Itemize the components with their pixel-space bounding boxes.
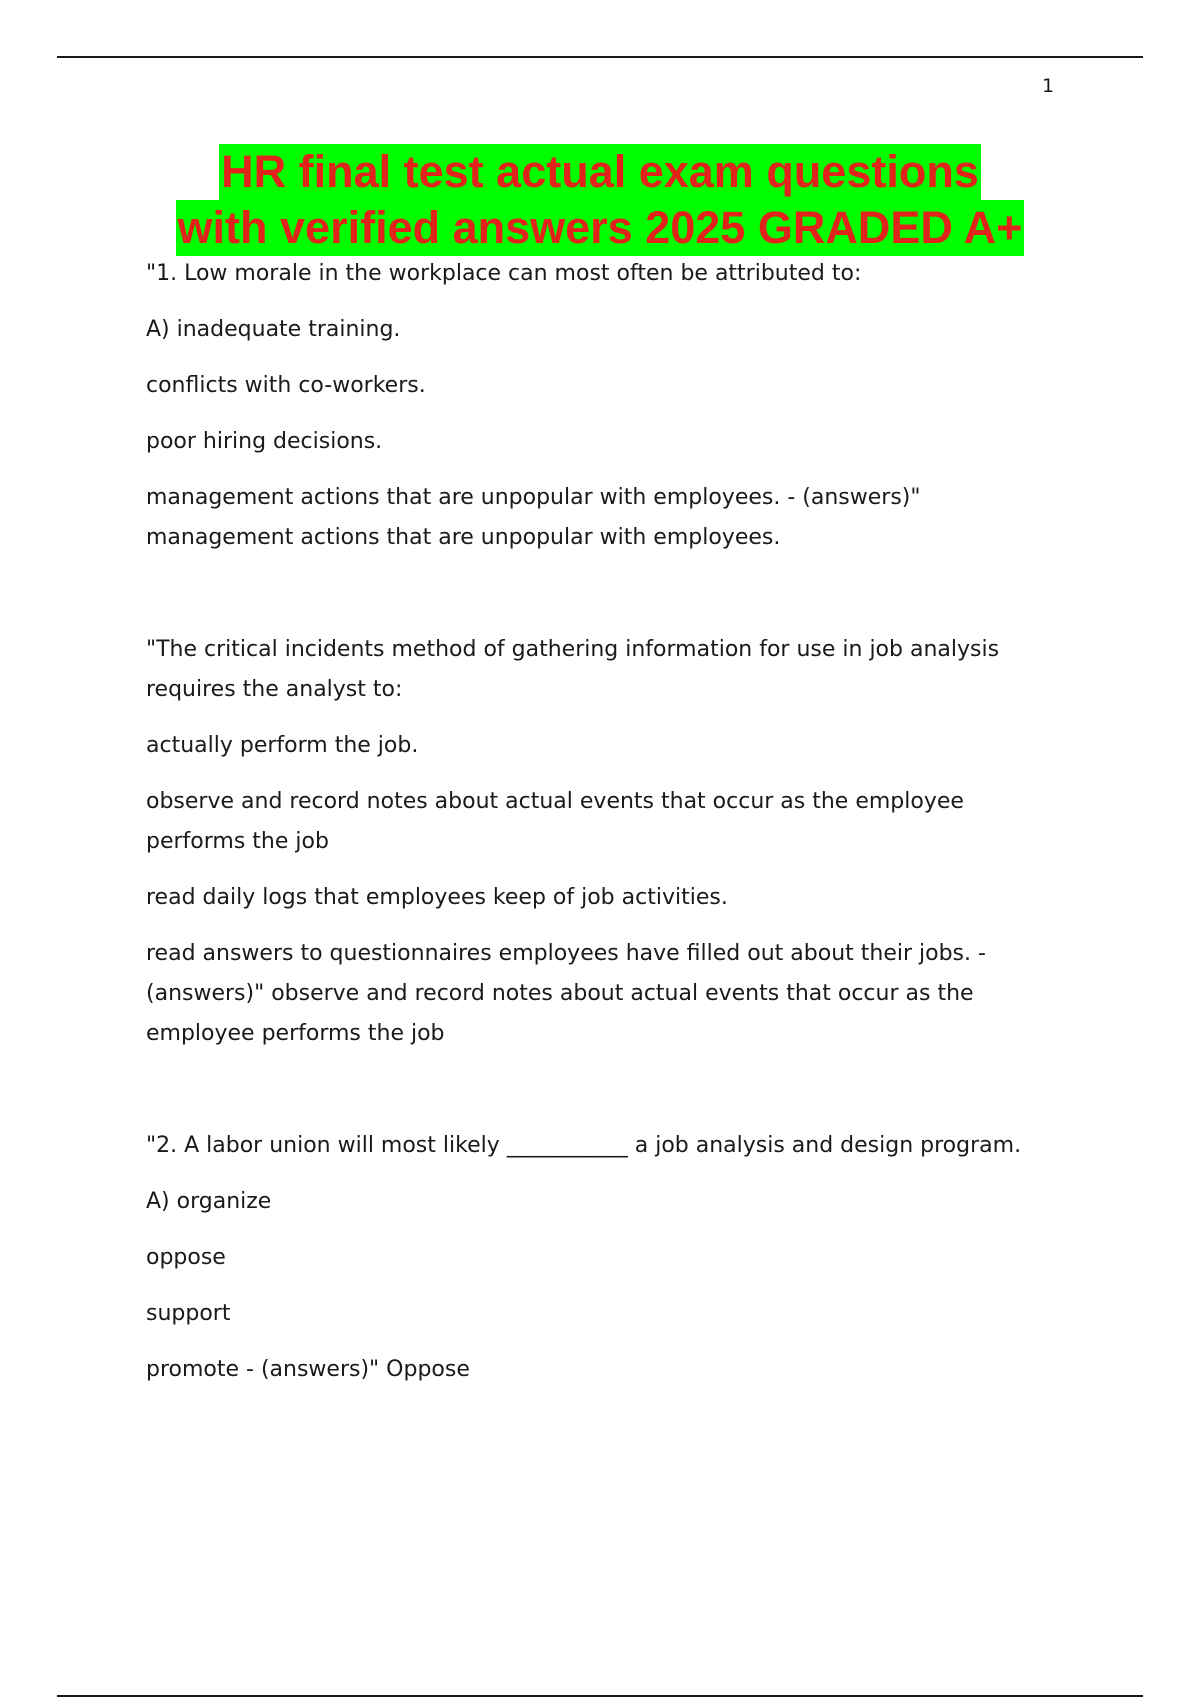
answer-option: A) organize <box>146 1189 272 1214</box>
answer-option: read daily logs that employees keep of job activities. <box>146 885 728 910</box>
question-text: "1. Low morale in the workplace can most often be attributed to: <box>146 261 862 286</box>
question-block-3 <box>146 1126 1046 1390</box>
question-spacer <box>146 1070 1046 1126</box>
answer-option: support <box>146 1301 231 1326</box>
question-block-2 <box>146 630 1046 1054</box>
question-text: "The critical incidents method of gathering information for use in job analysis requires the analyst to: <box>146 637 1000 702</box>
question-text: "2. A labor union will most likely ___________ a job analysis and design program. <box>146 1133 1022 1158</box>
title-line-2: with verified answers 2025 GRADED A+ <box>176 200 1025 256</box>
header-rule <box>57 56 1143 58</box>
answer-option-with-answer: read answers to questionnaires employees have filled out about their jobs. - (answers)" observe and record notes about actual events that occur as the employee performs the job <box>146 941 986 1046</box>
answer-option-with-answer: promote - (answers)" Oppose <box>146 1357 470 1382</box>
answer-option-with-answer: management actions that are unpopular with employees. - (answers)" management actions that are unpopular with employees. <box>146 485 921 550</box>
answer-option: conflicts with co-workers. <box>146 373 426 398</box>
answer-option: A) inadequate training. <box>146 317 401 342</box>
answer-option: actually perform the job. <box>146 733 419 758</box>
page-number: 1 <box>1041 75 1055 97</box>
question-spacer <box>146 574 1046 630</box>
footer-rule <box>57 1695 1143 1697</box>
title-line-1: HR final test actual exam questions <box>219 144 981 200</box>
document-title <box>0 144 1200 256</box>
answer-option: observe and record notes about actual events that occur as the employee performs the job <box>146 789 964 854</box>
answer-option: poor hiring decisions. <box>146 429 383 454</box>
question-block-1 <box>146 254 1046 558</box>
document-body <box>146 254 1046 1406</box>
answer-option: oppose <box>146 1245 226 1270</box>
